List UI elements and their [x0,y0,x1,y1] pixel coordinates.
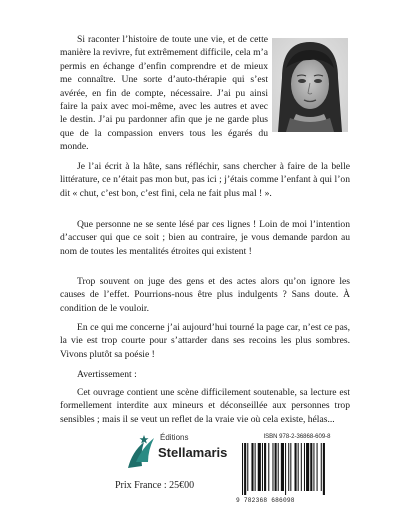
author-portrait [272,38,348,132]
publisher-name: Stellamaris [158,445,228,460]
price-label: Prix France : 25€00 [115,480,195,491]
barcode-bar [306,443,309,491]
barcode-bar [321,443,322,491]
paragraph-4: En ce qui me concerne j’ai aujourd’hui tourné la page car, n’est ce pas, la vie est trop courte pour s’attarder dans ses recoins les plus sombres. Vivons plutôt sa poésie ! [60,322,350,360]
publisher-label: Éditions [160,433,189,442]
paragraph-2: Que personne ne se sente lésé par ces lignes ! Loin de moi l’intention d’accuser qui que ce soit ; bien au contraire, je vous demande pardon au nom de toutes les mentalités étroites qui existent ! [60,219,350,257]
barcode [236,434,354,508]
barcode-bar [281,443,284,491]
paragraph-3: Trop souvent on juge des gens et des actes alors qu’on ignore les causes de l’effet. Pourrions-nous être plus indulgents ? Sans doute. À condition de le vouloir. [60,276,350,314]
barcode-bar [275,443,277,491]
barcode-bar [242,443,243,495]
barcode-bar [298,443,299,491]
barcode-bar [304,443,305,491]
barcode-bar [323,443,325,495]
barcode-bar [264,443,266,491]
barcode-bar [313,443,314,491]
barcode-digits: 9 782368 686098 [236,497,295,504]
barcode-bar [251,443,253,491]
barcode-bar [301,443,302,491]
stellamaris-logo-icon [122,432,158,472]
barcode-bar [290,443,291,491]
intro-paragraph: Si raconter l’histoire de toute une vie, et de cette manière la revivre, fut extrêmement difficile, cela m’a permis en échange d’enfin comprendre et de mieux me connaître. Une sorte d’auto-thérapie qui s’est avérée, en fin de compte, nécessaire. J’ai pu ainsi faire la paix avec moi-même, avec les autres et avec le destin. J’ai pu pardonner afin que je ne garde plus que de la compassion envers tous les égarés du monde. [60,34,268,153]
barcode-bar [317,443,318,491]
barcode-bar [310,443,312,491]
barcode-bar [247,443,248,491]
barcode-bar [262,443,263,491]
paragraph-1: Je l’ai écrit à la hâte, sans réfléchir, sans chercher à faire de la belle littérature, ce n’était pas mon but, pas ici ; j’étais comme l’enfant à qui l’on dit « chut, c’est bon, c’est fini, cela ne fait plus mal ! ». [60,161,350,199]
barcode-bar [272,443,273,491]
barcode-bars [240,443,352,495]
barcode-bar [268,443,269,491]
barcode-bar [258,443,261,491]
warning-text: Cet ouvrage contient une scène difficilement soutenable, sa lecture est formellement interdite aux mineurs et déconseillée aux personnes trop sensibles ; mais il se veut un reflet de la vraie vie où cela existe, hélas... [60,387,350,425]
warning-heading: Avertissement : [77,369,137,380]
barcode-bar [285,443,286,495]
barcode-bar [295,443,297,491]
publisher-logo [120,430,230,476]
isbn-label: ISBN 978-2-36868-609-8 [263,434,331,440]
barcode-bar [278,443,279,491]
barcode-bar [244,443,246,495]
barcode-bar [255,443,256,491]
barcode-bar [288,443,289,491]
